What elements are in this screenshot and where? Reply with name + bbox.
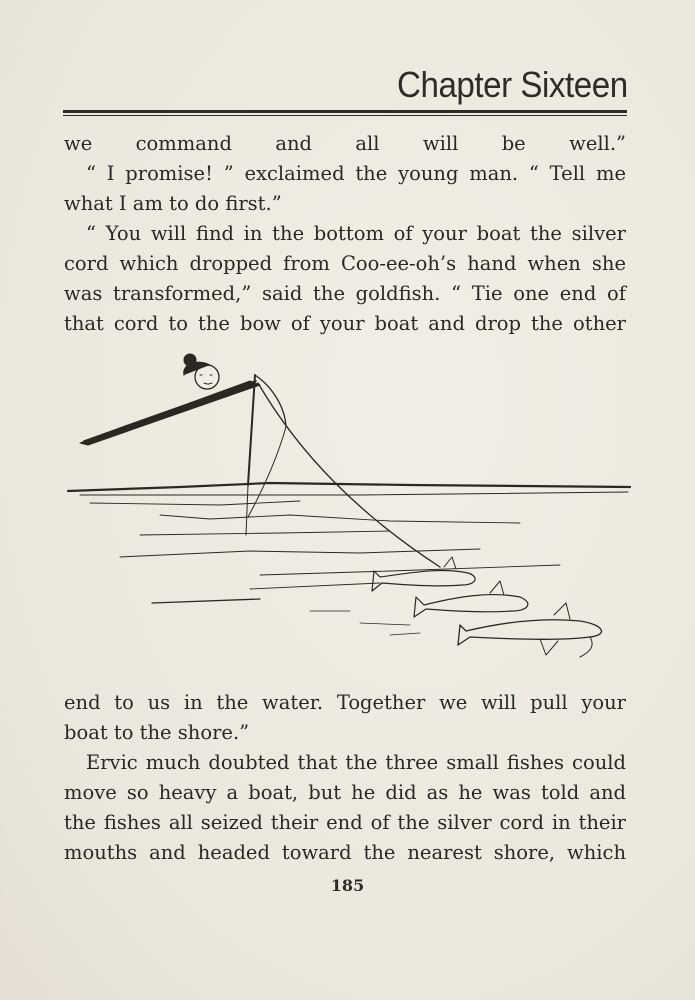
mast [248,375,255,485]
boat-hull [80,381,260,445]
text-line: that cord to the bow of your boat and drop the other [64,312,626,335]
page-number: 185 [330,876,365,895]
header-rule-thin [63,115,627,116]
text-line: cord which dropped from Coo-ee-oh’s hand when she [64,252,626,275]
header-rule-thick [63,110,627,113]
text-line: boat to the shore.” [64,721,250,744]
text-line: “ You will find in the bottom of your boat the silver [86,222,626,245]
silver-cord [258,383,440,567]
fish-1 [372,570,475,591]
text-line: we command and all will be well.” [64,132,626,155]
fish-3 [458,620,601,645]
text-line: end to us in the water. Together we will pull your [64,691,626,714]
fish-2 [414,595,528,617]
text-line: mouths and headed toward the nearest shore, which [64,841,626,864]
text-line: what I am to do first.” [64,192,282,215]
text-line: move so heavy a boat, but he did as he was told and [64,781,626,804]
boat-gunwale [84,381,256,441]
text-line: the fishes all seized their end of the silver cord in their [64,811,626,834]
top-paragraphs [64,129,626,339]
text-line: was transformed,” said the goldfish. “ Tie one end of [64,282,626,305]
boat-with-fish-illustration [60,345,635,665]
bottom-paragraphs [64,688,626,868]
chapter-title: Chapter Sixteen [397,64,628,105]
text-line: Ervic much doubted that the three small fishes could [86,751,626,774]
waterline [68,483,630,491]
text-line: “ I promise! ” exclaimed the young man. “ Tell me [86,162,626,185]
